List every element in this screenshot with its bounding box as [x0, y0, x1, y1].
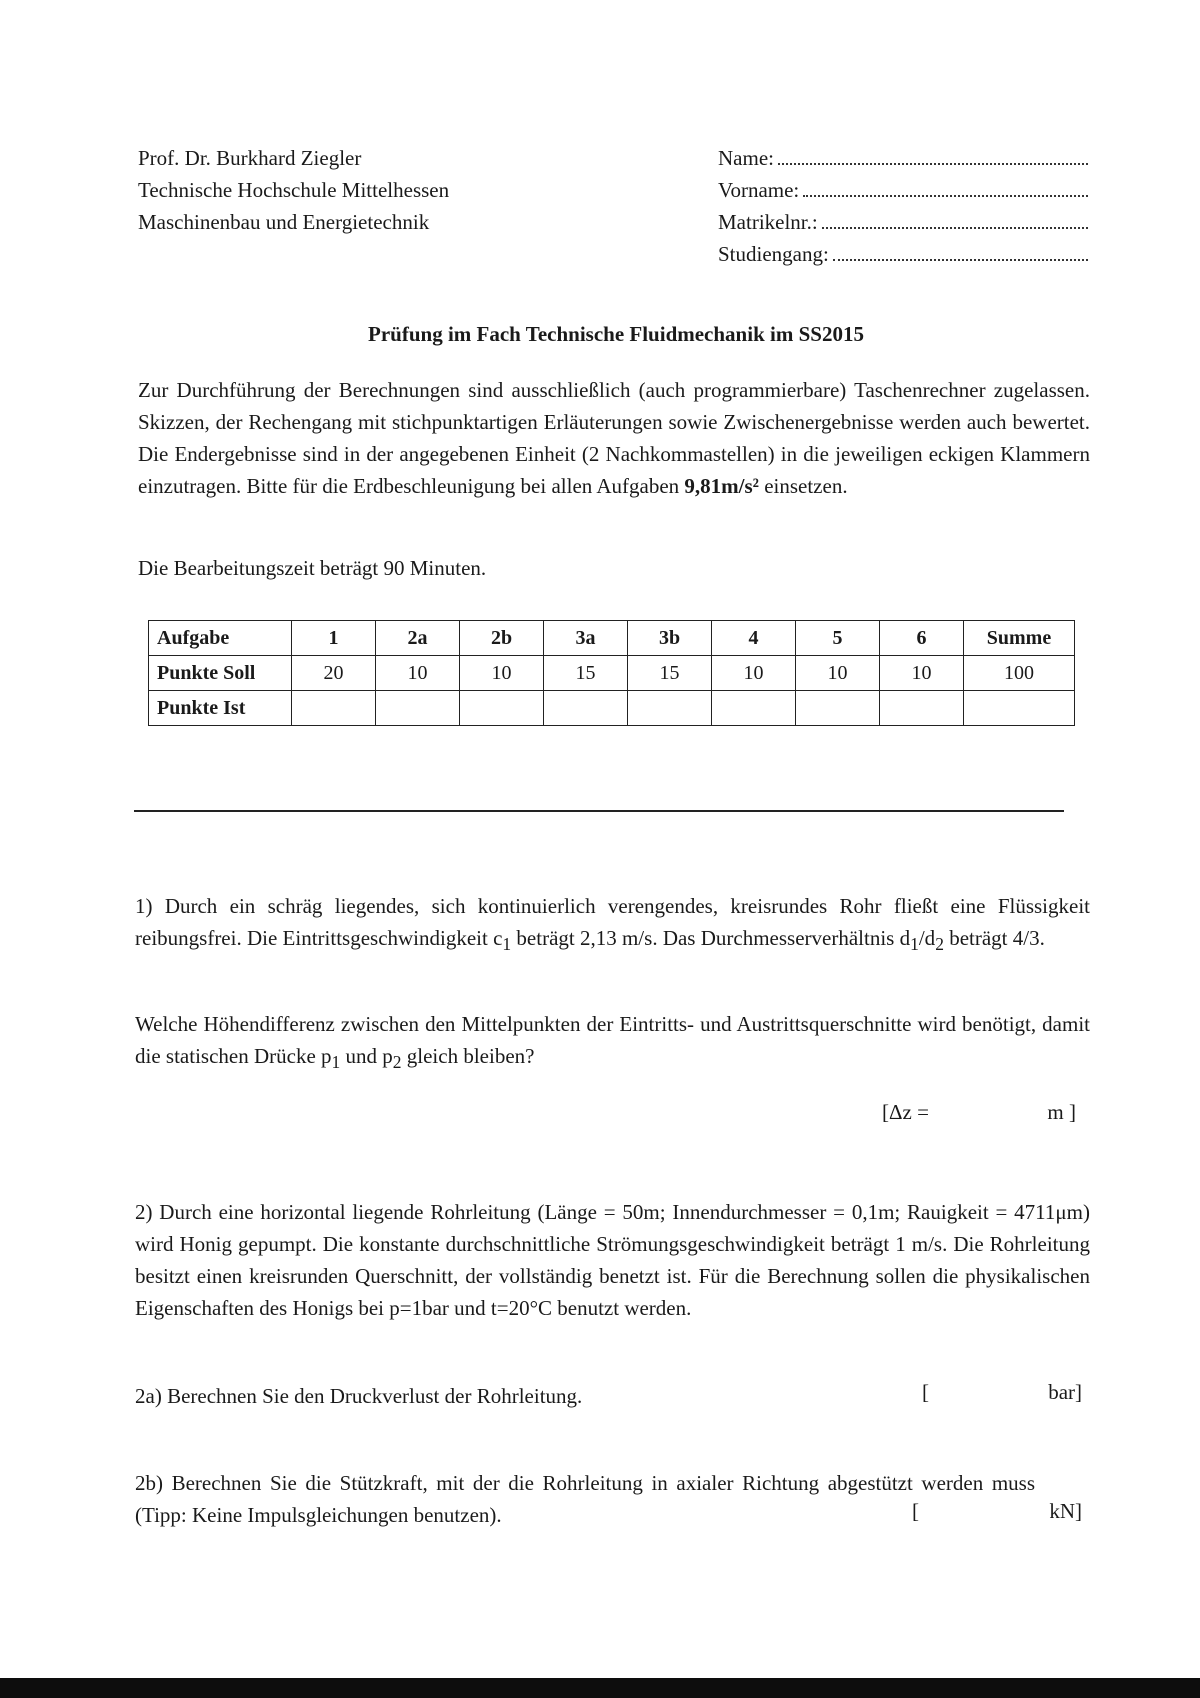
instructions-paragraph — [138, 374, 1090, 502]
name-blank[interactable] — [778, 142, 1088, 165]
q1-text-part: beträgt 2,13 m/s. Das Durchmesserverhältnis d — [511, 926, 911, 950]
study-program-field[interactable] — [718, 238, 1088, 270]
q1-subscript: 2 — [935, 934, 944, 955]
question-2a-text: 2a) Berechnen Sie den Druckverlust der Rohrleitung. — [135, 1384, 583, 1408]
actual-cell[interactable] — [544, 691, 628, 726]
task-cell: 6 — [880, 621, 964, 656]
answer-2a-unit: bar] — [1048, 1380, 1082, 1404]
table-row-target — [149, 656, 1075, 691]
department: Maschinenbau und Energietechnik — [138, 210, 430, 234]
actual-cell[interactable] — [712, 691, 796, 726]
matriculation-label: Matrikelnr.: — [718, 210, 818, 234]
question-2b-text: 2b) Berechnen Sie die Stützkraft, mit der die Rohrleitung in axialer Richtung abgestützt werden muss (Tipp: Keine Impulsgleichungen benutzen). — [135, 1471, 1035, 1527]
task-cell: 3b — [628, 621, 712, 656]
actual-cell[interactable] — [880, 691, 964, 726]
task-cell: 3a — [544, 621, 628, 656]
scan-bottom-edge — [0, 1678, 1200, 1698]
task-cell: 1 — [292, 621, 376, 656]
target-cell: 10 — [880, 656, 964, 691]
question-1-prompt — [135, 1008, 1090, 1078]
actual-cell[interactable] — [796, 691, 880, 726]
q1-prompt-subscript: 1 — [331, 1052, 341, 1073]
target-cell: 10 — [376, 656, 460, 691]
task-cell: 2b — [460, 621, 544, 656]
target-cell: 10 — [796, 656, 880, 691]
instructions-tail: einsetzen. — [758, 474, 848, 498]
answer-1-open: [Δz = — [882, 1100, 929, 1124]
answer-2b-open: [ — [912, 1499, 919, 1523]
table-row-actual — [149, 691, 1075, 726]
task-cell: 2a — [376, 621, 460, 656]
target-cell-sum: 100 — [964, 656, 1075, 691]
time-note: Die Bearbeitungszeit beträgt 90 Minuten. — [138, 556, 487, 580]
q1-subscript: 1 — [910, 934, 919, 955]
actual-cell-sum[interactable] — [964, 691, 1075, 726]
q1-subscript: 1 — [502, 934, 512, 955]
matriculation-blank[interactable] — [822, 206, 1088, 229]
first-name-label: Vorname: — [718, 178, 800, 202]
target-cell: 20 — [292, 656, 376, 691]
author-name: Prof. Dr. Burkhard Ziegler — [138, 146, 362, 170]
table-row-tasks — [149, 621, 1075, 656]
q1-prompt-subscript: 2 — [392, 1052, 402, 1073]
q1-prompt-part: Welche Höhendifferenz zwischen den Mittelpunkten der Eintritts- und Austrittsquerschnitte wird benötigt, damit die statischen Drücke p — [135, 1012, 1090, 1068]
study-program-label: Studiengang: — [718, 242, 829, 266]
row-label-target: Punkte Soll — [149, 656, 292, 691]
section-divider — [134, 810, 1064, 812]
student-fields — [718, 142, 1088, 270]
answer-1-bracket[interactable] — [882, 1100, 1076, 1125]
actual-cell[interactable] — [460, 691, 544, 726]
actual-cell[interactable] — [376, 691, 460, 726]
name-label: Name: — [718, 146, 774, 170]
points-table — [148, 620, 1075, 726]
row-label-actual: Punkte Ist — [149, 691, 292, 726]
actual-cell[interactable] — [292, 691, 376, 726]
first-name-blank[interactable] — [803, 174, 1088, 197]
university: Technische Hochschule Mittelhessen — [138, 178, 450, 202]
exam-title: Prüfung im Fach Technische Fluidmechanik im SS2015 — [368, 322, 864, 346]
q1-prompt-part: gleich bleiben? — [401, 1044, 535, 1068]
task-cell-sum: Summe — [964, 621, 1075, 656]
answer-2a-open: [ — [922, 1380, 929, 1404]
answer-1-unit: m ] — [1047, 1100, 1076, 1124]
target-cell: 10 — [712, 656, 796, 691]
first-name-field[interactable] — [718, 174, 1088, 206]
gravity-value: 9,81m/s² — [684, 474, 759, 498]
name-field[interactable] — [718, 142, 1088, 174]
target-cell: 10 — [460, 656, 544, 691]
task-cell: 5 — [796, 621, 880, 656]
answer-2b-unit: kN] — [1049, 1499, 1082, 1523]
row-label-task: Aufgabe — [149, 621, 292, 656]
q1-text-part: 1) Durch ein schräg liegendes, sich kontinuierlich verengendes, kreisrundes Rohr fließt eine Flüssigkeit reibungsfrei. Die Eintrittsgeschwindigkeit c — [135, 894, 1090, 950]
study-program-blank[interactable] — [833, 238, 1088, 261]
target-cell: 15 — [544, 656, 628, 691]
q1-text-part: /d — [918, 926, 936, 950]
matriculation-field[interactable] — [718, 206, 1088, 238]
answer-2b-bracket[interactable] — [912, 1499, 1082, 1524]
instructions-text: Zur Durchführung der Berechnungen sind ausschließlich (auch programmierbare) Taschenrechner zugelassen. Skizzen, der Rechengang mit stichpunktartigen Erläuterungen sowie Zwischenergebnisse werden auch bewertet. Die Endergebnisse sind in der angegebenen Einheit (2 Nachkommastellen) in die jeweiligen eckigen Klammern einzutragen. Bitte für die Erdbeschleunigung bei allen Aufgaben — [138, 378, 1090, 498]
target-cell: 15 — [628, 656, 712, 691]
q1-text-part: beträgt 4/3. — [943, 926, 1045, 950]
q1-prompt-part: und p — [340, 1044, 393, 1068]
answer-2a-bracket[interactable] — [922, 1380, 1082, 1405]
actual-cell[interactable] — [628, 691, 712, 726]
task-cell: 4 — [712, 621, 796, 656]
question-2-text: 2) Durch eine horizontal liegende Rohrleitung (Länge = 50m; Innendurchmesser = 0,1m; Rauigkeit = 4711μm) wird Honig gepumpt. Die konstante durchschnittliche Strömungsgeschwindigkeit beträgt 1 m/s. Die Rohrleitung besitzt einen kreisrunden Querschnitt, der vollständig benetzt ist. Für die Berechnung sollen die physikalischen Eigenschaften des Honigs bei p=1bar und t=20°C benutzt werden. — [135, 1200, 1090, 1320]
author-block — [138, 142, 449, 238]
question-1-text — [135, 890, 1090, 960]
